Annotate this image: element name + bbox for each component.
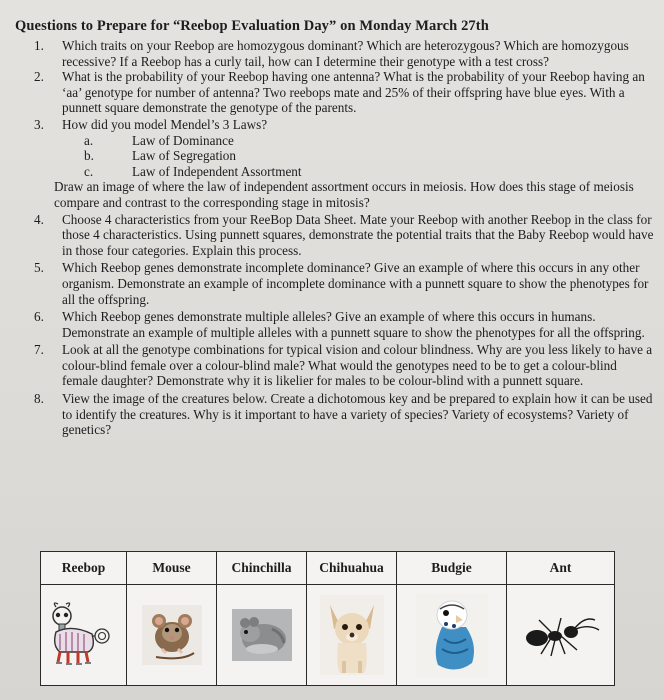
ant-photo <box>521 610 601 660</box>
creature-table <box>40 551 615 686</box>
header-ant: Ant <box>507 552 615 585</box>
law-item <box>84 148 654 164</box>
question-2 <box>14 69 654 116</box>
question-text: Which Reebop genes demonstrate incomplete dominance? Give an example of where this occurs in any other organism. Demonstrate an example of incomplete dominance with a punnett square to show the phenotypes for all the offspring. <box>62 260 649 307</box>
question-5 <box>14 260 654 307</box>
question-number: 3. <box>34 116 44 132</box>
law-text: Law of Dominance <box>132 132 234 148</box>
law-letter: a. <box>84 132 94 148</box>
question-number: 5. <box>34 260 44 276</box>
creature-image-row <box>41 585 615 686</box>
law-text: Law of Independent Assortment <box>132 163 302 179</box>
mouse-photo <box>142 605 202 665</box>
question-3 <box>14 117 654 211</box>
question-4 <box>14 212 654 259</box>
header-mouse: Mouse <box>127 552 217 585</box>
law-list <box>62 133 654 180</box>
reebop-drawing <box>46 602 122 668</box>
question-6 <box>14 309 654 340</box>
question-number: 7. <box>34 342 44 358</box>
page-title: Questions to Prepare for “Reebop Evaluation Day” on Monday March 27th <box>15 18 489 34</box>
question-text: Choose 4 characteristics from your ReeBop Data Sheet. Mate your Reebop with another Reebop in the class for those 4 characteristics. Using punnett squares, demonstrate the potential traits that the Baby Reebop would have in those four categories. Explain this process. <box>62 211 654 258</box>
question-list <box>14 38 654 438</box>
question-number: 8. <box>34 391 44 407</box>
reebop-cell <box>41 585 127 686</box>
question-number: 4. <box>34 211 44 227</box>
question-text: How did you model Mendel’s 3 Laws? <box>62 116 268 132</box>
law-letter: c. <box>84 163 94 179</box>
creature-header-row <box>41 552 615 585</box>
mouse-cell <box>127 585 217 686</box>
chihuahua-photo <box>320 595 384 675</box>
law-letter: b. <box>84 148 94 164</box>
question-number: 6. <box>34 309 44 325</box>
law-item <box>84 133 654 149</box>
header-reebop: Reebop <box>41 552 127 585</box>
question-text: Which traits on your Reebop are homozygous dominant? Which are heterozygous? Which are homozygous recessive? If a Reebop has a curly tail, how can I determine their genotype with a test cross? <box>62 38 629 69</box>
header-chinchilla: Chinchilla <box>217 552 307 585</box>
question-8 <box>14 391 654 438</box>
budgie-cell <box>397 585 507 686</box>
chinchilla-cell <box>217 585 307 686</box>
question-text: Look at all the genotype combinations for typical vision and colour blindness. Why are you less likely to have a colour-blind female over a colour-blind male? What would the genotypes need to be to get a colour-blind female daughter? Demonstrate why it is likelier for males to be colour-blind with a punnett square. <box>62 342 653 389</box>
header-chihuahua: Chihuahua <box>307 552 397 585</box>
question-number: 1. <box>34 38 44 53</box>
header-budgie: Budgie <box>397 552 507 585</box>
question-text: View the image of the creatures below. Create a dichotomous key and be prepared to explain how it can be used to identify the creatures. Why is it important to have a variety of species? Variety of ecosystems? Variety of genetics? <box>62 391 653 438</box>
budgie-photo <box>416 593 488 677</box>
question-text: What is the probability of your Reebop having one antenna? What is the probability of your Reebop having an ‘aa’ genotype for number of antenna? Two reebops mate and 25% of their offspring have blue eyes. With a punnett square demonstrate the genotype of the parents. <box>62 69 645 116</box>
question-3-followup: Draw an image of where the law of independent assortment occurs in meiosis. How does this stage of meiosis compare and contrast to the corresponding stage in mitosis? <box>54 179 634 210</box>
chinchilla-photo <box>232 609 292 661</box>
ant-cell <box>507 585 615 686</box>
question-text: Which Reebop genes demonstrate multiple alleles? Give an example of where this occurs in humans. Demonstrate an example of multiple alleles with a punnett square to show the phenotypes for all the offspring. <box>62 309 645 340</box>
question-number: 2. <box>34 69 44 85</box>
chihuahua-cell <box>307 585 397 686</box>
law-item <box>84 164 654 180</box>
question-7 <box>14 342 654 389</box>
question-1 <box>14 38 654 69</box>
law-text: Law of Segregation <box>132 148 236 164</box>
